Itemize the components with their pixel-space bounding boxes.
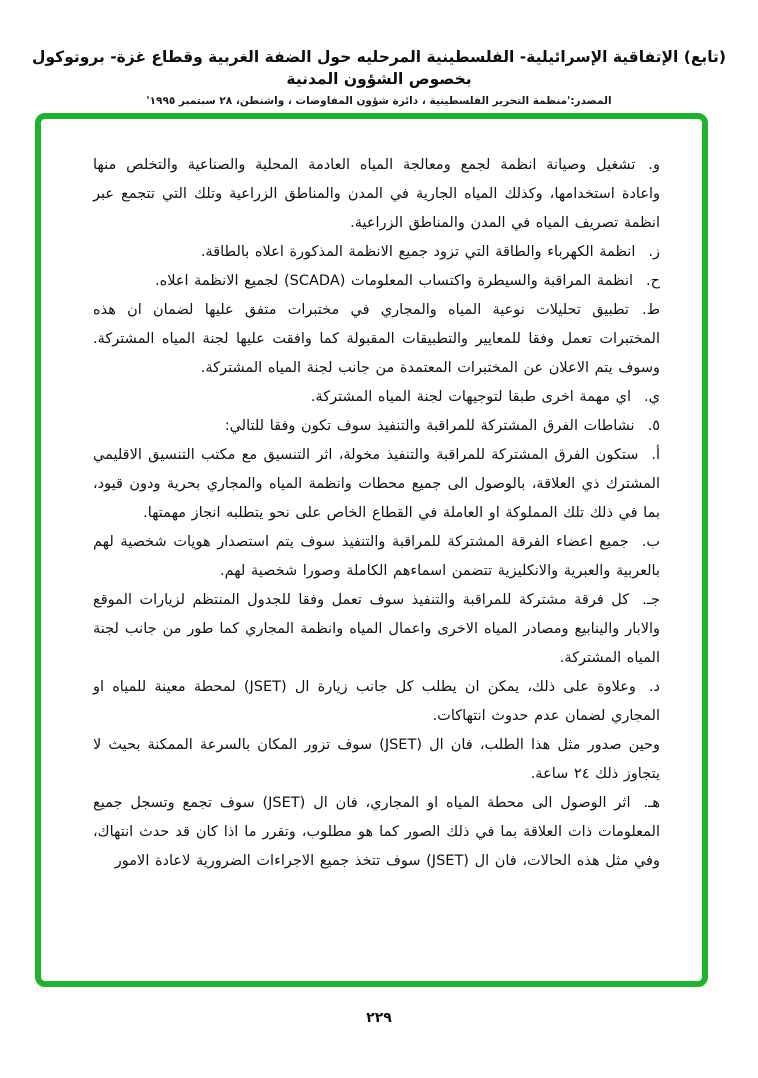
item-text: كل فرقة مشتركة للمراقبة والتنفيذ سوف تعمل وفقا للجدول المنتظم لزيارات الموقع والابار والينابيع ومصادر المياه الاخرى واعمال المياه وانظمة المجاري كما طور من جانب لجنة المياه المشتركة. [93, 592, 660, 666]
item-marker: ح. [646, 273, 660, 289]
list-item [93, 528, 660, 586]
list-item [93, 151, 660, 238]
document-title: (تابع) الإتفاقية الإسرائيلية- الفلسطينية المرحليه حول الضفة الغربية وقطاع غزة- بروتوكول بخصوص الشؤون المدنية [32, 48, 726, 88]
item-text: وحين صدور مثل هذا الطلب، فان ال (JSET) سوف تزور المكان بالسرعة الممكنة بحيث لا يتجاوز ذلك ٢٤ ساعة. [93, 737, 660, 782]
item-text: نشاطات الفرق المشتركة للمراقبة والتنفيذ سوف تكون وفقا للتالي: [224, 418, 635, 434]
item-marker: ب. [641, 534, 660, 550]
item-text: اي مهمة اخرى طبقا لتوجيهات لجنة المياه المشتركة. [310, 389, 632, 405]
content-border-box [35, 113, 708, 987]
item-marker: د. [648, 679, 661, 695]
list-item [93, 238, 660, 267]
item-text: انظمة المراقبة والسيطرة واكتساب المعلومات (SCADA) لجميع الانظمة اعلاه. [154, 273, 634, 289]
item-marker: جـ. [642, 592, 660, 608]
item-text: جميع اعضاء الفرقة المشتركة للمراقبة والتنفيذ سوف يتم استصدار هويات شخصية لهم بالعربية والعبرية والانكليزية تتضمن اسماءهم الكاملة وصورا شخصية لهم. [93, 534, 660, 579]
item-marker: هـ. [643, 795, 660, 811]
list-item [93, 789, 660, 876]
list-item [93, 441, 660, 528]
item-text: تطبيق تحليلات نوعية المياه والمجاري في مختبرات متفق عليها لضمان ان هذه المختبرات تعمل وفقا للمعايير والتطبيقات المقبولة كما وافقت عليها لجنة المياه المشتركة. وسوف يتم الاعلان عن المختبرات المعتمدة من جانب لجنة المياه المشتركة. [93, 302, 660, 376]
list-item [93, 731, 660, 789]
page-number: ٢٢٩ [366, 1010, 392, 1026]
item-marker: و. [648, 157, 660, 173]
list-item [93, 383, 660, 412]
item-marker: أ. [651, 447, 660, 463]
document-source-line: المصدر:'منظمة التحرير الفلسطينية ، دائرة شؤون المفاوضات ، واشنطن، ٢٨ سبتمبر ١٩٩٥' [146, 95, 612, 107]
item-text: اثر الوصول الى محطة المياه او المجاري، فان ال (JSET) سوف تجمع وتسجل جميع المعلومات ذات العلاقة بما في ذلك الصور كما هو مطلوب، وتقرر ما اذا كان قد حدث انتهاك، وفي مثل هذه الحالات، فان ال (JSET) سوف تتخذ جميع الاجراءات الضرورية لاعادة الامور [93, 795, 660, 869]
item-marker: ي. [644, 389, 660, 405]
list-item [93, 296, 660, 383]
item-marker: ط. [641, 302, 660, 318]
list-item [93, 412, 660, 441]
list-item [93, 267, 660, 296]
item-text: تشغيل وصيانة انظمة لجمع ومعالجة المياه العادمة المحلية والصناعية والتخلص منها واعادة استخدامها، وكذلك المياه الجارية في المدن والمناطق الزراعية وتلك التي تتجمع عبر انظمة تصريف المياه في المدن والمناطق الزراعية. [93, 157, 660, 231]
item-marker: ز. [648, 244, 660, 260]
list-item [93, 586, 660, 673]
item-text: انظمة الكهرباء والطاقة التي تزود جميع الانظمة المذكورة اعلاه بالطاقة. [200, 244, 636, 260]
document-header [0, 46, 758, 107]
item-marker: ٥. [647, 418, 660, 434]
body-text [41, 119, 702, 981]
list-item [93, 673, 660, 731]
item-text: ستكون الفرق المشتركة للمراقبة والتنفيذ مخولة، اثر التنسيق مع مكتب التنسيق الاقليمي المشترك ذي العلاقة، بالوصول الى جميع محطات وانظمة المياه والمجاري بحرية ودون قيود، بما في ذلك تلك المملوكة او العاملة في القطاع الخاص على نحو يتطلبه انجاز مهمتها. [93, 447, 660, 521]
item-text: وعلاوة على ذلك، يمكن ان يطلب كل جانب زيارة ال (JSET) لمحطة معينة للمياه او المجاري لضمان عدم حدوث انتهاكات. [93, 679, 660, 724]
